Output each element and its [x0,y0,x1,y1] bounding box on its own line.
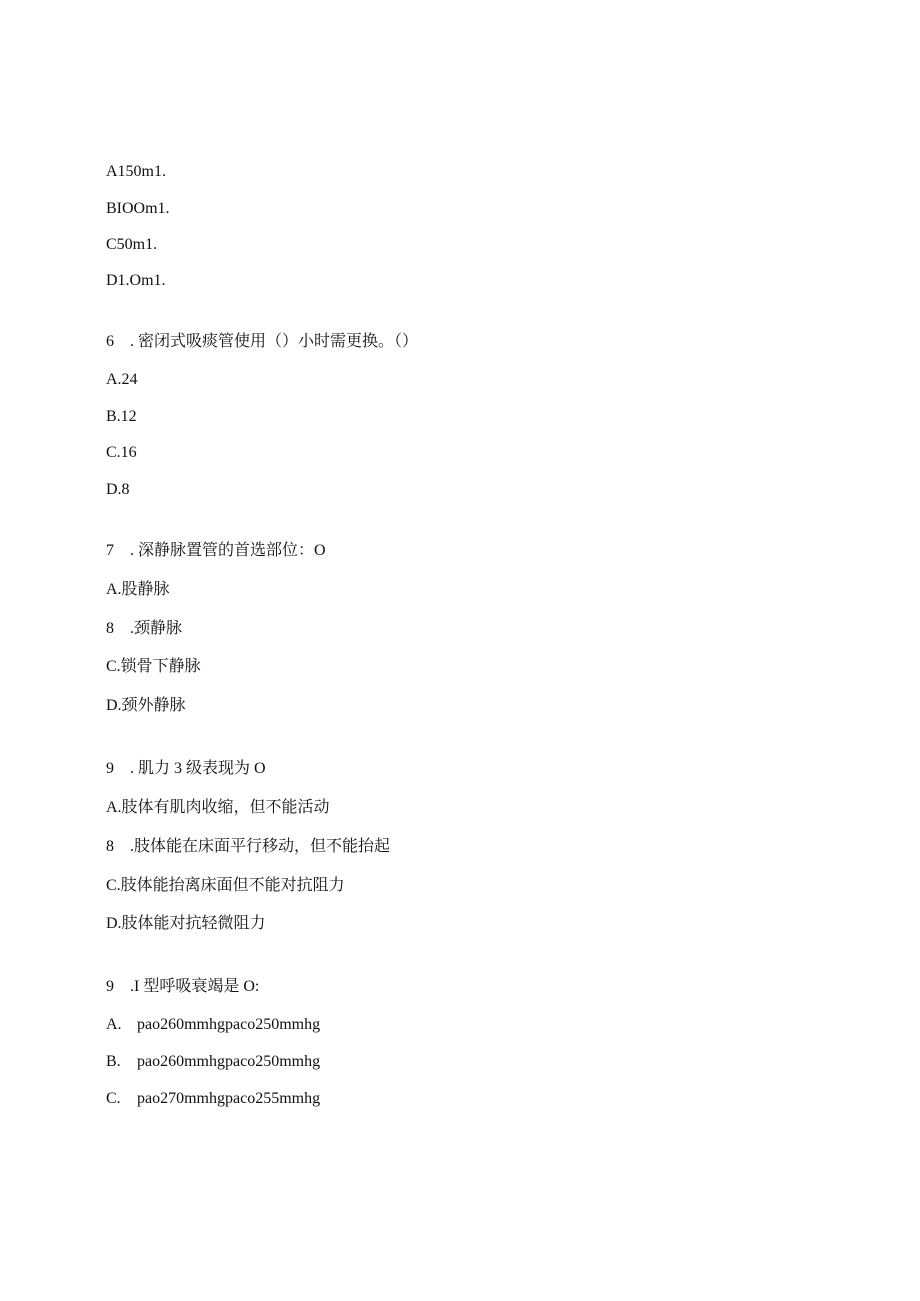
q9b-number: 9 [106,978,114,995]
q6-stem-text: . 密闭式吸痰管使用（）小时需更换。（） [130,333,419,350]
q6-number: 6 [106,333,114,350]
q6-option-a: A.24 [106,371,138,388]
q7-option-d: D.颈外静脉 [106,697,186,714]
q9a-stem-text: . 肌力 3 级表现为 O [130,760,266,777]
q7-option-c: C.锁骨下静脉 [106,658,201,675]
q7-number: 7 [106,542,114,559]
q5-option-c: C50m1. [106,236,158,253]
q9b-option-a-text: pao260mmhgpaco250mmhg [137,1016,321,1033]
q7-option-b-text: .颈静脉 [130,620,183,637]
q9b-option-b-text: pao260mmhgpaco250mmhg [137,1053,321,1070]
q9b-option-c [106,1089,320,1109]
q5-option-b: BIOOm1. [106,200,170,217]
q5-option-a: A150m1. [106,163,166,180]
q9a-option-b-number: 8 [106,838,114,855]
q7-option-b-number: 8 [106,620,114,637]
q9a-option-b [106,837,390,857]
q9a-stem [106,759,266,779]
q9a-number: 9 [106,760,114,777]
q6-stem [106,332,418,352]
q6-option-d: D.8 [106,481,130,498]
q9b-stem [106,977,259,997]
q9b-option-b [106,1052,320,1072]
q9b-option-b-letter: B. [106,1053,121,1070]
q5-option-d: D1.Om1. [106,272,166,289]
q7-stem-text: . 深静脉置管的首选部位：O [130,542,326,559]
q9b-option-a [106,1015,320,1035]
q6-option-c: C.16 [106,444,137,461]
q9b-stem-text: .I 型呼吸衰竭是 O: [130,978,260,995]
q9a-option-b-text: .肢体能在床面平行移动，但不能抬起 [130,838,391,855]
q9b-option-c-letter: C. [106,1090,121,1107]
q7-stem [106,541,326,561]
q7-option-b [106,619,182,639]
q9a-option-d: D.肢体能对抗轻微阻力 [106,915,266,932]
q9b-option-a-letter: A. [106,1016,122,1033]
q6-option-b: B.12 [106,408,137,425]
q9a-option-c: C.肢体能抬离床面但不能对抗阻力 [106,877,345,894]
q9b-option-c-text: pao270mmhgpaco255mmhg [137,1090,321,1107]
q7-option-a: A.股静脉 [106,581,170,598]
q9a-option-a: A.肢体有肌肉收缩，但不能活动 [106,799,330,816]
